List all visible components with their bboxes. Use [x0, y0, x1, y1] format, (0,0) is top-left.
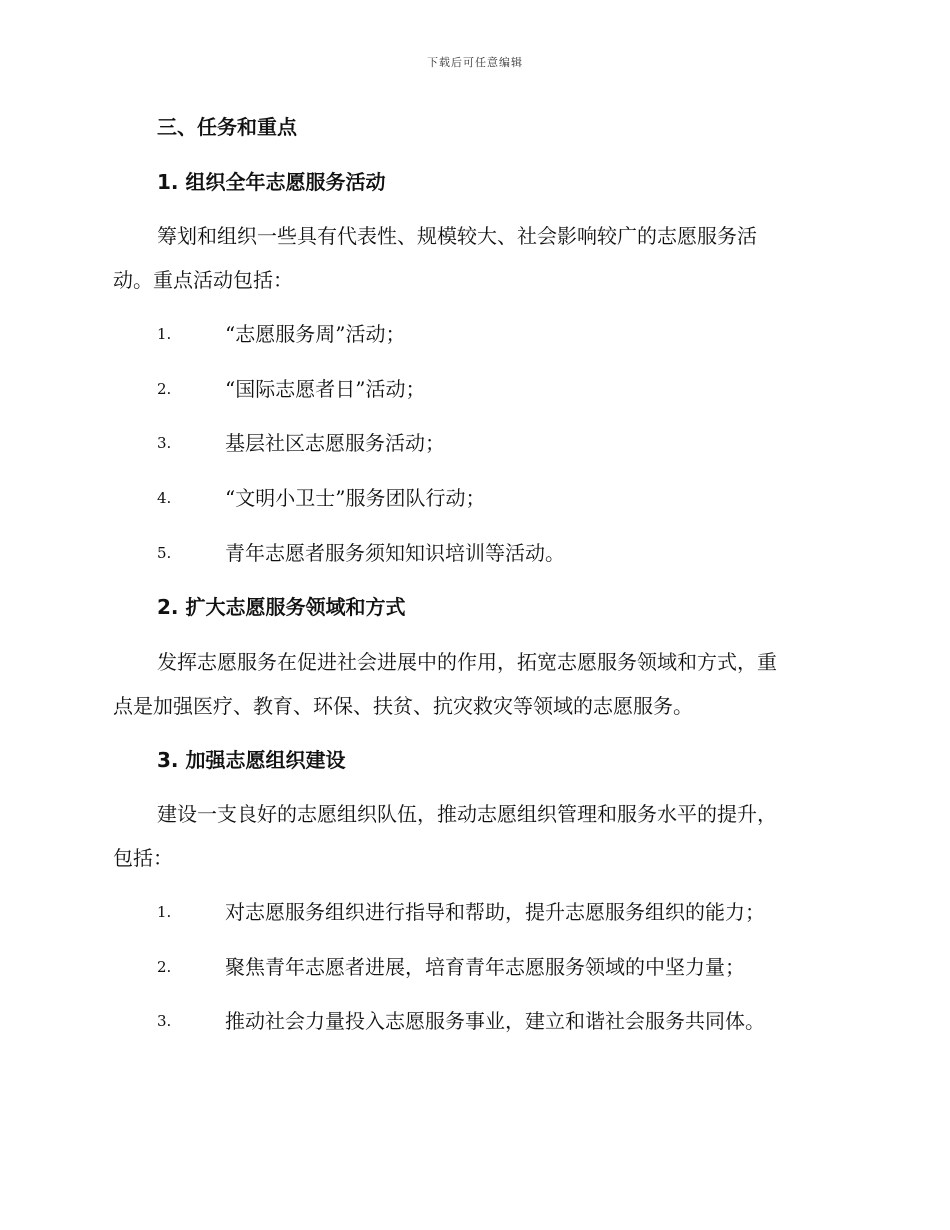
paragraph-line: 点是加强医疗、教育、环保、扶贫、抗灾救灾等领域的志愿服务。 [113, 694, 693, 718]
list-text: “文明小卫士”服务团队行动； [225, 486, 486, 510]
subsection-3-title: 3. 加强志愿组织建设 [157, 748, 346, 772]
paragraph-line: 包括： [113, 846, 173, 870]
list-text: “志愿服务周”活动； [225, 322, 406, 346]
list-number: 4. [157, 489, 172, 507]
list-text: “国际志愿者日”活动； [225, 377, 426, 401]
paragraph-line: 建设一支良好的志愿组织队伍，推动志愿组织管理和服务水平的提升， [157, 802, 777, 826]
list-number: 1. [157, 903, 172, 921]
paragraph-line: 发挥志愿服务在促进社会进展中的作用，拓宽志愿服务领域和方式，重 [157, 650, 777, 674]
section-title: 三、任务和重点 [157, 115, 297, 139]
subsection-1-title: 1. 组织全年志愿服务活动 [157, 170, 386, 194]
list-number: 2. [157, 958, 172, 976]
list-text: 基层社区志愿服务活动； [225, 431, 445, 455]
list-text: 青年志愿者服务须知知识培训等活动。 [225, 541, 565, 565]
paragraph-line: 动。重点活动包括： [113, 268, 293, 292]
subsection-3-paragraph [113, 800, 833, 888]
list-number: 1. [157, 325, 172, 343]
list-text: 聚焦青年志愿者进展，培育青年志愿服务领域的中坚力量； [225, 955, 745, 979]
subsection-2-paragraph [113, 648, 833, 736]
list-text: 推动社会力量投入志愿服务事业，建立和谐社会服务共同体。 [225, 1009, 765, 1033]
list-number: 3. [157, 434, 172, 452]
subsection-2-title: 2. 扩大志愿服务领域和方式 [157, 595, 406, 619]
list-number: 2. [157, 380, 172, 398]
subsection-1-paragraph [113, 222, 833, 310]
list-number: 3. [157, 1012, 172, 1030]
list-number: 5. [157, 544, 172, 562]
paragraph-line: 筹划和组织一些具有代表性、规模较大、社会影响较广的志愿服务活 [157, 224, 757, 248]
list-text: 对志愿服务组织进行指导和帮助，提升志愿服务组织的能力； [225, 900, 765, 924]
page-header: 下载后可任意编辑 [427, 56, 523, 69]
